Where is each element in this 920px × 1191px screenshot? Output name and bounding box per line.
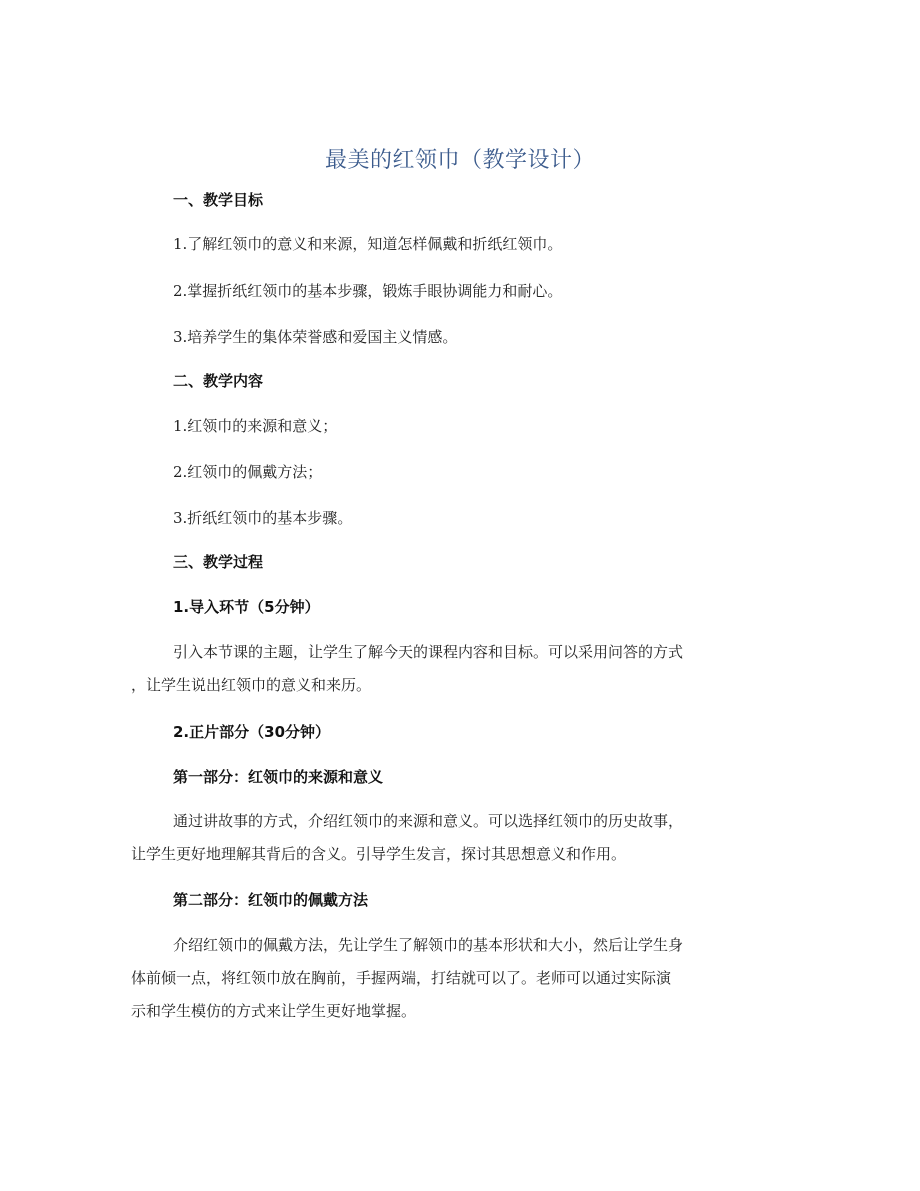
part-heading-origin: 第一部分：红领巾的来源和意义 (173, 768, 384, 786)
content-item: 2.红领巾的佩戴方法； (173, 463, 323, 481)
objective-item: 1.了解红领巾的意义和来源，知道怎样佩戴和折纸红领巾。 (173, 235, 563, 253)
paragraph-line: 通过讲故事的方式，介绍红领巾的来源和意义。可以选择红领巾的历史故事， (173, 812, 684, 830)
section-heading-content: 二、教学内容 (173, 372, 264, 390)
paragraph-line: 示和学生模仿的方式来让学生更好地掌握。 (131, 1002, 417, 1020)
step-heading-main: 2.正片部分（30分钟） (173, 723, 331, 741)
paragraph-line: 让学生更好地理解其背后的含义。引导学生发言，探讨其思想意义和作用。 (131, 845, 627, 863)
part-heading-wearing: 第二部分：红领巾的佩戴方法 (173, 891, 369, 909)
content-item: 3.折纸红领巾的基本步骤。 (173, 509, 353, 527)
wearing-paragraph (131, 929, 791, 1028)
step-heading-intro: 1.导入环节（5分钟） (173, 598, 320, 616)
objective-item: 3.培养学生的集体荣誉感和爱国主义情感。 (173, 328, 458, 346)
objective-item: 2.掌握折纸红领巾的基本步骤，锻炼手眼协调能力和耐心。 (173, 282, 563, 300)
section-heading-process: 三、教学过程 (173, 553, 264, 571)
paragraph-line: 介绍红领巾的佩戴方法，先让学生了解领巾的基本形状和大小，然后让学生身 (173, 936, 684, 954)
paragraph-line: ，让学生说出红领巾的意义和来历。 (131, 676, 372, 694)
document-title: 最美的红领巾（教学设计） (324, 148, 595, 173)
content-item: 1.红领巾的来源和意义； (173, 417, 338, 435)
section-heading-objectives: 一、教学目标 (173, 191, 264, 209)
origin-paragraph (131, 805, 791, 871)
paragraph-line: 引入本节课的主题，让学生了解今天的课程内容和目标。可以采用问答的方式 (173, 643, 684, 661)
paragraph-line: 体前倾一点，将红领巾放在胸前，手握两端，打结就可以了。老师可以通过实际演 (131, 969, 672, 987)
intro-paragraph (131, 636, 791, 702)
